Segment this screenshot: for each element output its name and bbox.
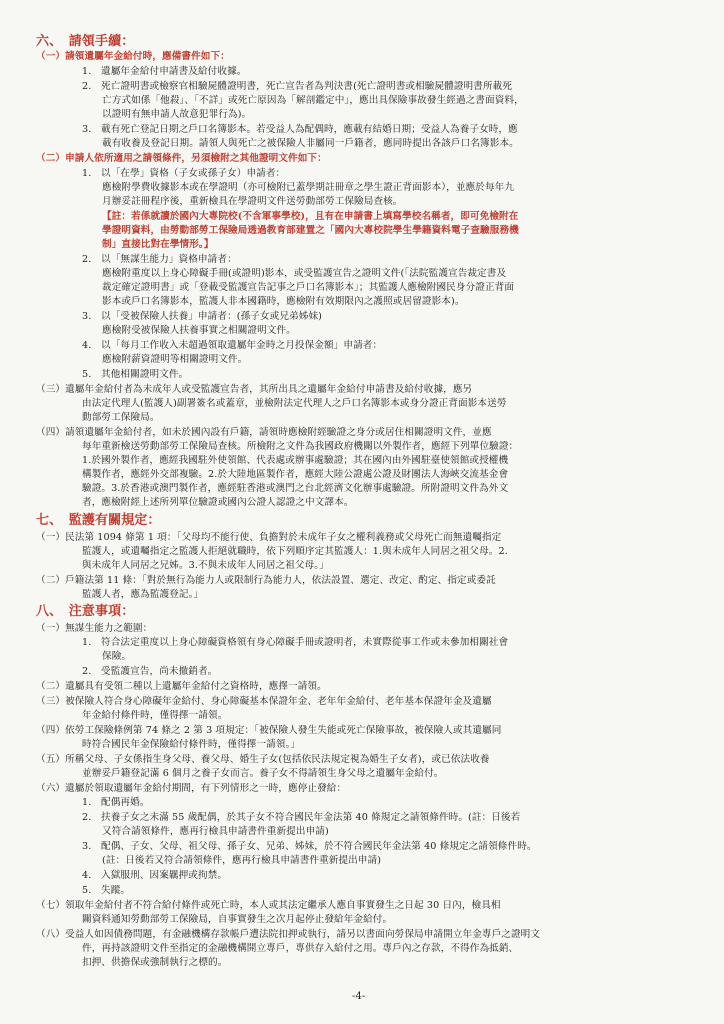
section-eight-a1-line1: 1. 符合法定重度以上身心障礙資格領有身心障礙手冊或證明者，未實際從事工作或未參加相關社會 bbox=[82, 637, 509, 648]
section-six-b1-line2: 月辦妥註冊程序後，重新檢具在學證明文件送勞動部勞工保險局查核。 bbox=[102, 196, 403, 207]
section-six-b1-note-line1: 【註：若係就讀於國內大專院校(不含軍事學校)，且有在申請書上填寫學校名稱者，即可免檢附在 bbox=[102, 211, 519, 222]
section-eight-f3-line2: (註：日後若又符合請領條件，應再行檢具申請書件重新提出申請) bbox=[102, 855, 382, 866]
section-eight-c-line1: （三）被保險人符合身心障礙年金給付、身心障礙基本保證年金、老年年金給付、老年基本保證年金及遺屬 bbox=[36, 696, 492, 707]
section-six-b3-line1: 應檢附受被保險人扶養事實之相關證明文件。 bbox=[102, 325, 296, 336]
section-six-d-line3: 1.於國外製作者，應經我國駐外使領館、代表處或辦事處驗證；其在國內由外國駐臺使領館或授權機 bbox=[82, 455, 509, 466]
section-six-b2-line3: 影本或戶口名簿影本，監護人非本國籍時，應檢附有效期限內之護照或居留證影本)。 bbox=[102, 296, 465, 307]
section-eight-title: 八、 注意事項： bbox=[36, 604, 135, 619]
section-seven-b-line2: 監護人者，應為監護登記。」 bbox=[82, 589, 204, 600]
section-six-d-line5: 驗證。3.於香港或澳門製作者，應經駐香港或澳門之台北經濟文化辦事處驗證。所附證明文件為外文 bbox=[82, 483, 509, 494]
section-six-b4-line1: 應檢附薪資證明等相關證明文件。 bbox=[102, 354, 248, 365]
page-number: -4- bbox=[352, 991, 366, 1002]
section-six-a-heading: （一）請領遺屬年金給付時，應備書件如下： bbox=[36, 51, 230, 62]
section-seven-a-line1: （一）民法第 1094 條第 1 項：「父母均不能行使、負擔對於未成年子女之權利義務或父母死亡而無遺囑指定 bbox=[36, 532, 502, 543]
section-seven-b-line1: （二）戶籍法第 11 條：「對於無行為能力人或限制行為能力人，依法設置、選定、改定、酌定、指定或委託 bbox=[36, 575, 496, 586]
section-eight-h-line1: （八）受益人如因債務問題，有金融機構存款帳戶遭法院扣押或執行，請另以書面向勞保局申請開立年金專戶之證明文 bbox=[36, 929, 541, 940]
section-eight-d-line1: （四）依勞工保險條例第 74 條之 2 第 3 項規定：「被保險人發生失能或死亡保險事故，被保險人或其遺屬同 bbox=[36, 725, 502, 736]
section-eight-f3-line1: 3. 配偶、子女、父母、祖父母、孫子女、兄弟、姊妹，於不符合國民年金法第 40 條規定之請領條件時。 bbox=[82, 841, 537, 852]
section-eight-h-line3: 扣押、供擔保或強制執行之標的。 bbox=[82, 957, 228, 968]
section-eight-f2-line1: 2. 扶養子女之未滿 55 歲配偶，於其子女不符合國民年金法第 40 條規定之請領條件時。(註：日後若 bbox=[82, 812, 521, 823]
section-eight-c-line2: 年金給付條件時，僅得擇一請領。 bbox=[82, 710, 228, 721]
section-six-b1-note-line2: 學證明資料，由勞動部勞工保險局透過教育部建置之「國內大專校院學生學籍資料電子查驗服務機 bbox=[102, 225, 519, 236]
section-eight-d-line2: 時符合國民年金保險給付條件時，僅得擇一請領。」 bbox=[82, 739, 301, 750]
section-eight-a2: 2. 受監護宣告，尚未撤銷者。 bbox=[82, 666, 218, 677]
section-six-b2-line1: 應檢附重度以上身心障礙手冊(或證明)影本，或受監護宣告之證明文件(「法院監護宣告裁定書及 bbox=[102, 268, 507, 279]
section-eight-e-line1: （五）所稱父母、子女係指生身父母、養父母、婚生子女(包括依民法規定視為婚生子女者)，或已依法收養 bbox=[36, 754, 490, 765]
section-six-b1-note-line3: 制」直接比對在學情形。】 bbox=[102, 239, 214, 250]
section-six-a2-line3: 以證明有無申請人故意犯罪行為)。 bbox=[102, 109, 252, 120]
section-six-c-line1: （三）遺屬年金給付者為未成年人或受監護宣告者，其所出具之遺屬年金給付申請書及給付收據，應另 bbox=[36, 384, 473, 395]
section-six-a3-line1: 3. 載有死亡登記日期之戶口名簿影本。若受益人為配偶時，應載有結婚日期；受益人為養子女時，應 bbox=[82, 124, 518, 135]
section-six-a1: 1. 遺屬年金給付申請書及給付收據。 bbox=[82, 66, 247, 77]
section-six-b3: 3. 以「受被保險人扶養」申請者：(孫子女或兄弟姊妹) bbox=[82, 311, 322, 322]
section-six-b-heading: （二）申請人依所適用之請領條件，另須檢附之其他證明文件如下： bbox=[36, 153, 327, 164]
section-seven-a-line2: 監護人，或遺囑指定之監護人拒絕就職時，依下列順序定其監護人：1.與未成年人同居之祖父母。2. bbox=[82, 546, 508, 557]
section-eight-f5: 5. 失蹤。 bbox=[82, 885, 131, 896]
section-six-title: 六、 請領手續： bbox=[36, 34, 135, 49]
section-six-d-line4: 構製作者，應經外交部複驗。2.於大陸地區製作者，應經大陸公證處公證及財團法人海峽交流基金會 bbox=[82, 469, 509, 480]
section-eight-f2-line2: 又符合請領條件，應再行檢具申請書件重新提出申請) bbox=[102, 826, 329, 837]
section-eight-f: （六）遺屬於領取遺屬年金給付期間，有下列情形之一時，應停止發給： bbox=[36, 783, 347, 794]
section-six-d-line6: 者，應檢附經上述所列單位驗證或國內公證人認證之中文譯本。 bbox=[82, 497, 354, 508]
section-eight-a1-line2: 保險。 bbox=[102, 651, 132, 662]
section-six-b5: 5. 其他相關證明文件。 bbox=[82, 369, 189, 380]
section-six-b2-line2: 裁定確定證明書」或「登載受監護宣告記事之戶口名簿影本」；其監護人應檢附國民身分證正背面 bbox=[102, 282, 515, 293]
section-six-d-line1: （四）請領遺屬年金給付者，如未於國內設有戶籍，請領時應檢附經驗證之身分或居住相關證明文件，並應 bbox=[36, 427, 492, 438]
section-seven-title: 七、 監護有關規定： bbox=[36, 513, 161, 528]
section-six-b1-line1: 應檢附學費收據影本或在學證明（亦可檢附已蓋學期註冊章之學生證正背面影本），並應於每年九 bbox=[102, 182, 515, 193]
section-six-c-line2: 由法定代理人(監護人)副署簽名或蓋章，並檢附法定代理人之戶口名簿影本或身分證正背面影本送勞 bbox=[82, 398, 507, 409]
section-seven-a-line3: 與未成年人同居之兄姊。3.不與未成年人同居之祖父母。」 bbox=[82, 560, 329, 571]
section-six-d-line2: 每年重新檢送勞動部勞工保險局查核。所檢附之文件為我國政府機關以外製作者，應經下列單位驗證： bbox=[82, 441, 519, 452]
section-eight-h-line2: 件，再持該證明文件至指定的金融機構開立專戶，專供存入給付之用。專戶內之存款，不得作為抵銷、 bbox=[82, 943, 519, 954]
section-six-a2-line1: 2. 死亡證明書或檢察官相驗屍體證明書，死亡宣告者為判決書(死亡證明書或相驗屍體證明書所載死 bbox=[82, 81, 513, 92]
section-six-a2-line2: 亡方式如係「他殺」、「不詳」或死亡原因為「解剖鑑定中」，應出具保險事故發生經過之書面資料， bbox=[102, 95, 524, 106]
section-six-b2: 2. 以「無謀生能力」資格申請者： bbox=[82, 254, 237, 265]
section-eight-a: （一）無謀生能力之範圍： bbox=[36, 623, 153, 634]
section-eight-b: （二）遺屬具有受領二種以上遺屬年金給付之資格時，應擇一請領。 bbox=[36, 681, 327, 692]
section-eight-f1: 1. 配偶再婚。 bbox=[82, 797, 150, 808]
section-eight-f4: 4. 入獄服刑、因案羈押或拘禁。 bbox=[82, 870, 228, 881]
section-six-b4: 4. 以「每月工作收入未超過領取遺屬年金時之月投保金額」申請者： bbox=[82, 340, 383, 351]
section-six-c-line3: 動部勞工保險局。 bbox=[82, 412, 160, 423]
section-six-b1: 1. 以「在學」資格（子女或孫子女）申請者： bbox=[82, 168, 286, 179]
section-eight-e-line2: 並辦妥戶籍登記滿 6 個月之養子女而言。養子女不得請領生身父母之遺屬年金給付。 bbox=[82, 768, 444, 779]
section-six-a3-line2: 載有收養及登記日期。請領人與死亡之被保險人非屬同一戶籍者，應同時提出各該戶口名簿影本。 bbox=[102, 138, 519, 149]
section-eight-g-line2: 關資料通知勞動部勞工保險局，自事實發生之次月起停止發給年金給付。 bbox=[82, 914, 393, 925]
section-eight-g-line1: （七）領取年金給付者不符合給付條件或死亡時，本人或其法定繼承人應自事實發生之日起 30 日內，檢具相 bbox=[36, 900, 501, 911]
